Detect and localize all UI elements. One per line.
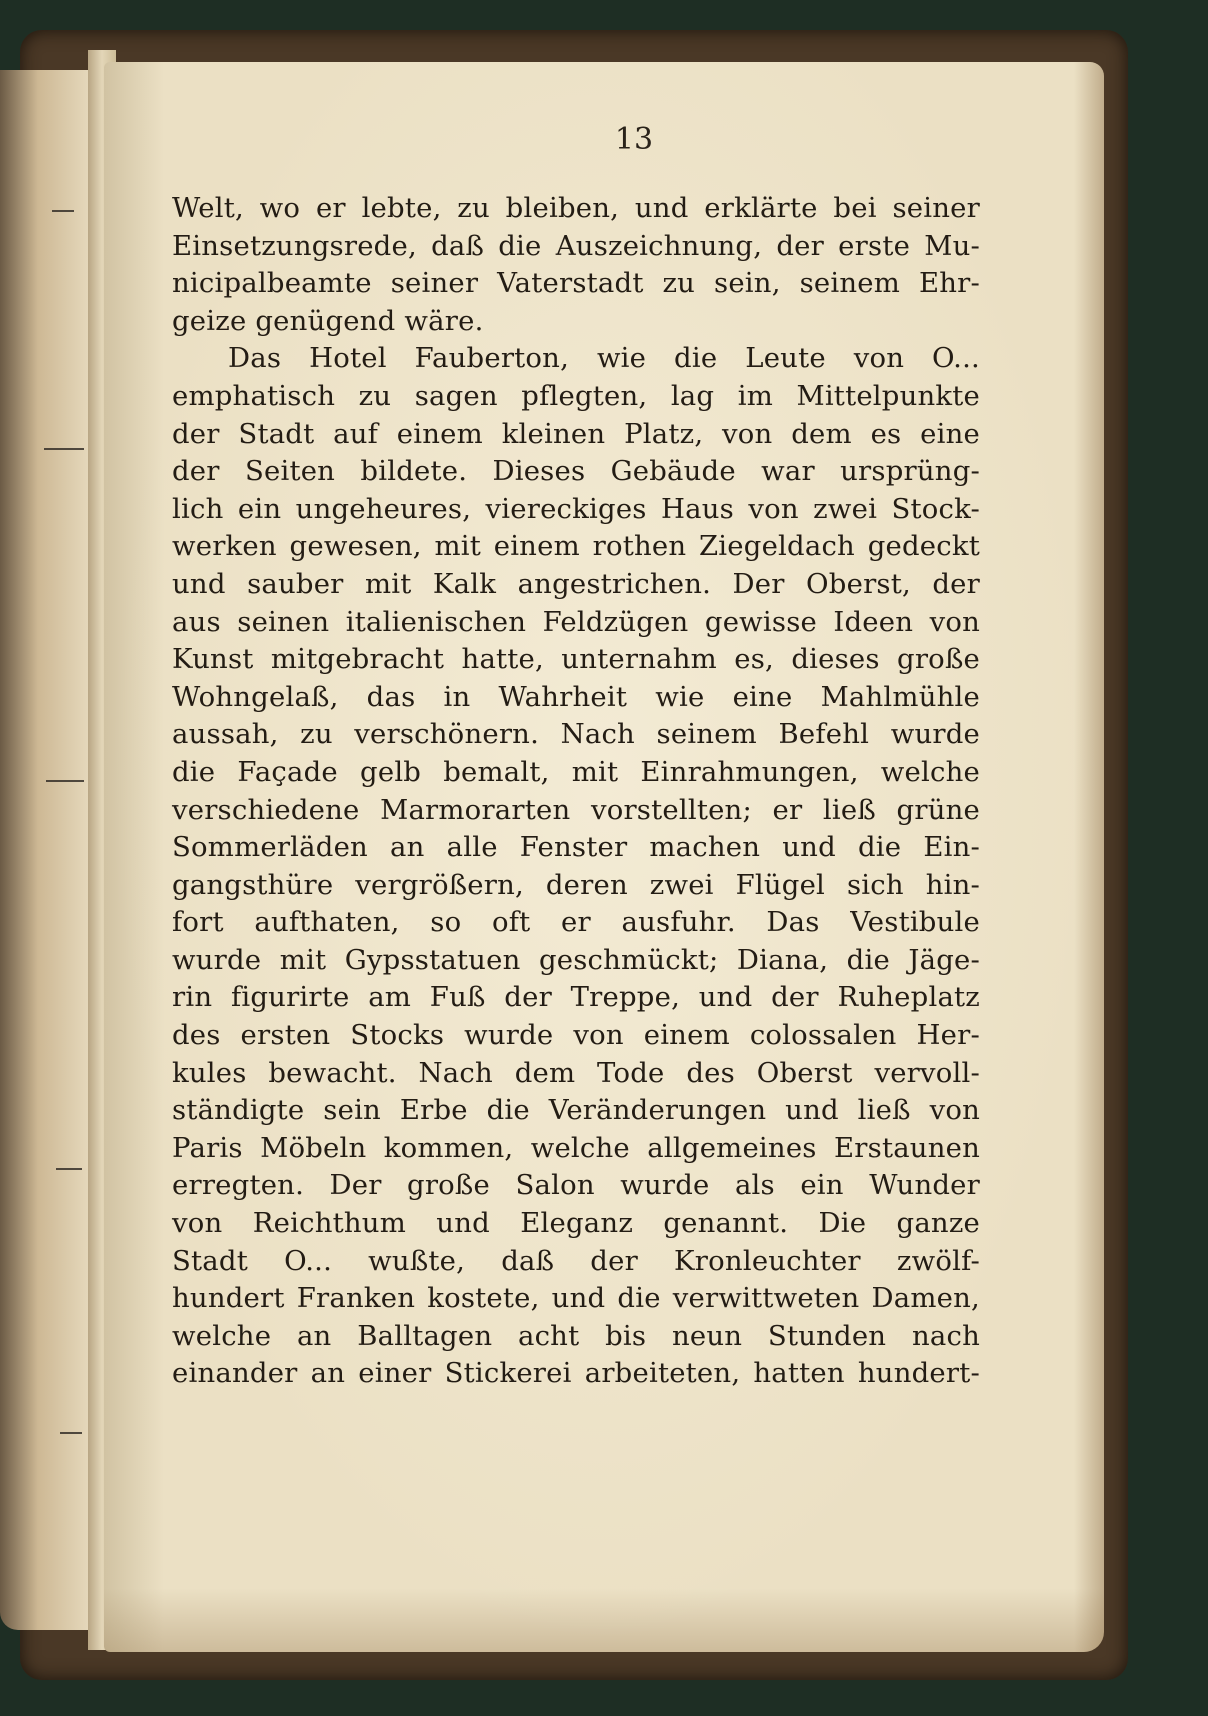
text-line: Wohngelaß, das in Wahrheit wie eine Mahlmühle: [172, 680, 980, 713]
text-line: gangsthüre vergrößern, deren zwei Flügel sich hin-: [172, 868, 980, 901]
text-line: und sauber mit Kalk angestrichen. Der Oberst, der: [172, 567, 980, 600]
text-line: aus seinen italienischen Feldzügen gewisse Ideen von: [172, 605, 980, 638]
text-line: der Seiten bildete. Dieses Gebäude war ursprüng-: [172, 455, 980, 488]
text-line: nicipalbeamte seiner Vaterstadt zu sein, seinem Ehr-: [172, 267, 980, 300]
page-body-text: [172, 190, 980, 1393]
text-line: Welt, wo er lebte, zu bleiben, und erklärte bei seiner: [172, 192, 980, 224]
text-line: welche an Balltagen acht bis neun Stunden nach: [172, 1319, 980, 1352]
text-line: einander an einer Stickerei arbeiteten, hatten hundert-: [172, 1357, 980, 1390]
facing-page-edge: [0, 70, 95, 1630]
text-line: lich ein ungeheures, viereckiges Haus von zwei Stock-: [172, 492, 980, 525]
text-line: aussah, zu verschönern. Nach seinem Befehl wurde: [172, 718, 980, 751]
margin-mark: [44, 448, 84, 450]
text-line: ständigte sein Erbe die Veränderungen und ließ von: [172, 1094, 980, 1127]
text-line: fort aufthaten, so oft er ausfuhr. Das Vestibule: [172, 906, 980, 939]
text-line: hundert Franken kostete, und die verwittweten Damen,: [172, 1282, 980, 1315]
page-number: 13: [614, 122, 654, 157]
text-line: werken gewesen, mit einem rothen Ziegeldach gedeckt: [172, 530, 980, 563]
text-line: geize genügend wäre.: [172, 304, 484, 337]
margin-mark: [52, 210, 74, 212]
text-line: verschiedene Marmorarten vorstellten; er ließ grüne: [172, 793, 980, 826]
text-line: Stadt O... wußte, daß der Kronleuchter zwölf-: [172, 1244, 980, 1277]
margin-mark: [46, 780, 84, 782]
text-line: Paris Möbeln kommen, welche allgemeines Erstaunen: [172, 1131, 980, 1164]
text-line: emphatisch zu sagen pflegten, lag im Mittelpunkte: [172, 379, 980, 412]
text-line: Kunst mitgebracht hatte, unternahm es, dieses große: [172, 643, 980, 676]
text-line: Einsetzungsrede, daß die Auszeichnung, der erste Mu-: [172, 229, 980, 262]
text-line: wurde mit Gypsstatuen geschmückt; Diana, die Jäge-: [172, 943, 980, 976]
text-line: des ersten Stocks wurde von einem colossalen Her-: [172, 1019, 980, 1052]
book-page: [104, 62, 1104, 1652]
text-line: rin figurirte am Fuß der Treppe, und der Ruheplatz: [172, 981, 980, 1014]
text-line: erregten. Der große Salon wurde als ein Wunder: [172, 1169, 980, 1202]
text-line: von Reichthum und Eleganz genannt. Die ganze: [172, 1207, 980, 1240]
text-line: die Façade gelb bemalt, mit Einrahmungen, welche: [172, 755, 980, 788]
margin-mark: [56, 1168, 82, 1170]
text-line: Das Hotel Fauberton, wie die Leute von O...: [228, 342, 980, 375]
text-line: Sommerläden an alle Fenster machen und die Ein-: [172, 831, 980, 864]
text-line: der Stadt auf einem kleinen Platz, von dem es eine: [172, 417, 980, 450]
text-line: kules bewacht. Nach dem Tode des Oberst vervoll-: [172, 1056, 980, 1089]
margin-mark: [60, 1432, 82, 1434]
